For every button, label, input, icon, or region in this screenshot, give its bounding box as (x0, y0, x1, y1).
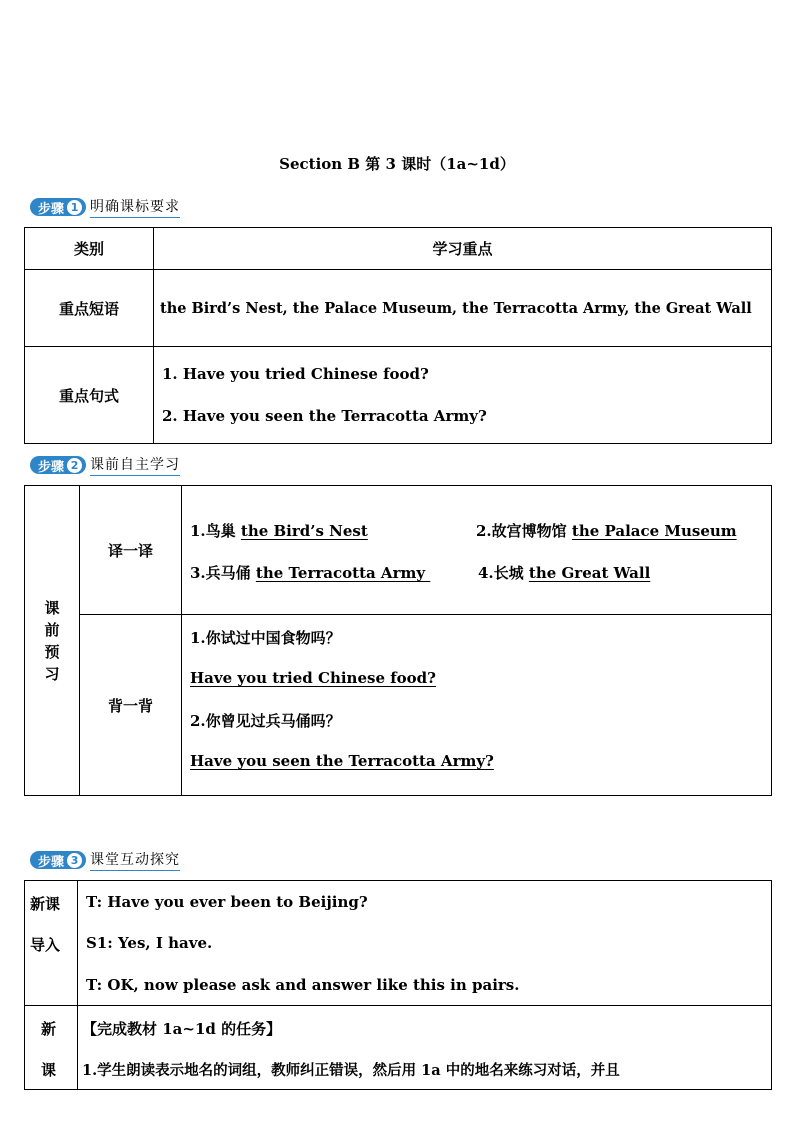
recite-answer-1: Have you tried Chinese food? (190, 669, 436, 687)
step-2-title: 课前自主学习 (90, 454, 180, 476)
translate-item-4-answer: the Great Wall (528, 564, 651, 582)
step-1-badge (30, 198, 86, 216)
step-3-badge-text: 步骤 (38, 854, 65, 870)
step-3-header (30, 850, 180, 870)
intro-line-3: T: OK, now please ask and answer like this in pairs. (86, 976, 520, 994)
preview-side-label (25, 486, 80, 796)
header-category: 类别 (25, 228, 154, 270)
translate-label: 译一译 (80, 486, 182, 615)
recite-answer-2: Have you seen the Terracotta Army? (190, 752, 494, 770)
recite-label: 背一背 (80, 615, 182, 796)
recite-question-2: 2.你曾见过兵马俑吗？ (190, 712, 341, 730)
translate-item-3-answer: the Terracotta Army (255, 564, 431, 582)
translate-item-2-answer: the Palace Museum (571, 522, 737, 540)
translate-item-1-prefix: 1.鸟巢 (190, 522, 241, 540)
translate-item-1 (190, 520, 368, 541)
step-1-badge-text: 步骤 (38, 201, 65, 217)
recite-content (182, 615, 772, 796)
step-2-number: 2 (67, 458, 82, 473)
translate-item-3-prefix: 3.兵马俑 (190, 564, 256, 582)
step-1-header (30, 197, 180, 217)
new-lesson-label-line-1: 新 (41, 1020, 57, 1038)
step-3-title: 课堂互动探究 (90, 849, 180, 871)
translate-content (182, 486, 772, 615)
sentences-label: 重点句式 (25, 347, 154, 444)
phrases-content: the Bird’s Nest, the Palace Museum, the Terracotta Army, the Great Wall (154, 270, 772, 347)
new-lesson-line-2: 1.学生朗读表示地名的词组，教师纠正错误，然后用 1a 中的地名来练习对话，并且 (82, 1062, 620, 1079)
sentence-1: 1. Have you tried Chinese food? (162, 365, 429, 383)
recite-question-1: 1.你试过中国食物吗？ (190, 629, 341, 647)
intro-label-line-1: 新课 (30, 895, 61, 913)
new-lesson-content (78, 1006, 772, 1090)
translate-item-1-answer: the Bird’s Nest (240, 522, 368, 540)
new-lesson-label-line-2: 课 (41, 1061, 57, 1079)
new-lesson-line-1: 【完成教材 1a~1d 的任务】 (82, 1020, 282, 1038)
step-3-number: 3 (67, 853, 82, 868)
intro-label (25, 881, 78, 1006)
sentence-2: 2. Have you seen the Terracotta Army? (162, 407, 487, 425)
header-key-points: 学习重点 (154, 228, 772, 270)
step-1-title: 明确课标要求 (90, 196, 180, 218)
step-2-header (30, 455, 180, 475)
new-lesson-label (25, 1006, 78, 1090)
preview-table (24, 485, 772, 796)
sentences-content (154, 347, 772, 444)
translate-item-4 (478, 562, 650, 583)
step-2-badge (30, 456, 86, 474)
intro-label-line-2: 导入 (30, 936, 61, 954)
step-2-badge-text: 步骤 (38, 459, 65, 475)
step-1-number: 1 (67, 200, 82, 215)
translate-item-3 (190, 562, 430, 583)
phrases-label: 重点短语 (25, 270, 154, 347)
page-title: Section B 第 3 课时（1a~1d） (279, 155, 515, 173)
step-3-badge (30, 851, 86, 869)
classroom-table (24, 880, 772, 1090)
translate-item-2-prefix: 2.故宫博物馆 (476, 522, 572, 540)
intro-content (78, 881, 772, 1006)
translate-item-2 (476, 520, 737, 541)
requirements-table (24, 227, 772, 444)
translate-item-4-prefix: 4.长城 (478, 564, 529, 582)
intro-line-1: T: Have you ever been to Beijing? (86, 893, 368, 911)
intro-line-2: S1: Yes, I have. (86, 934, 213, 952)
preview-side-text: 课前预习 (44, 598, 60, 683)
